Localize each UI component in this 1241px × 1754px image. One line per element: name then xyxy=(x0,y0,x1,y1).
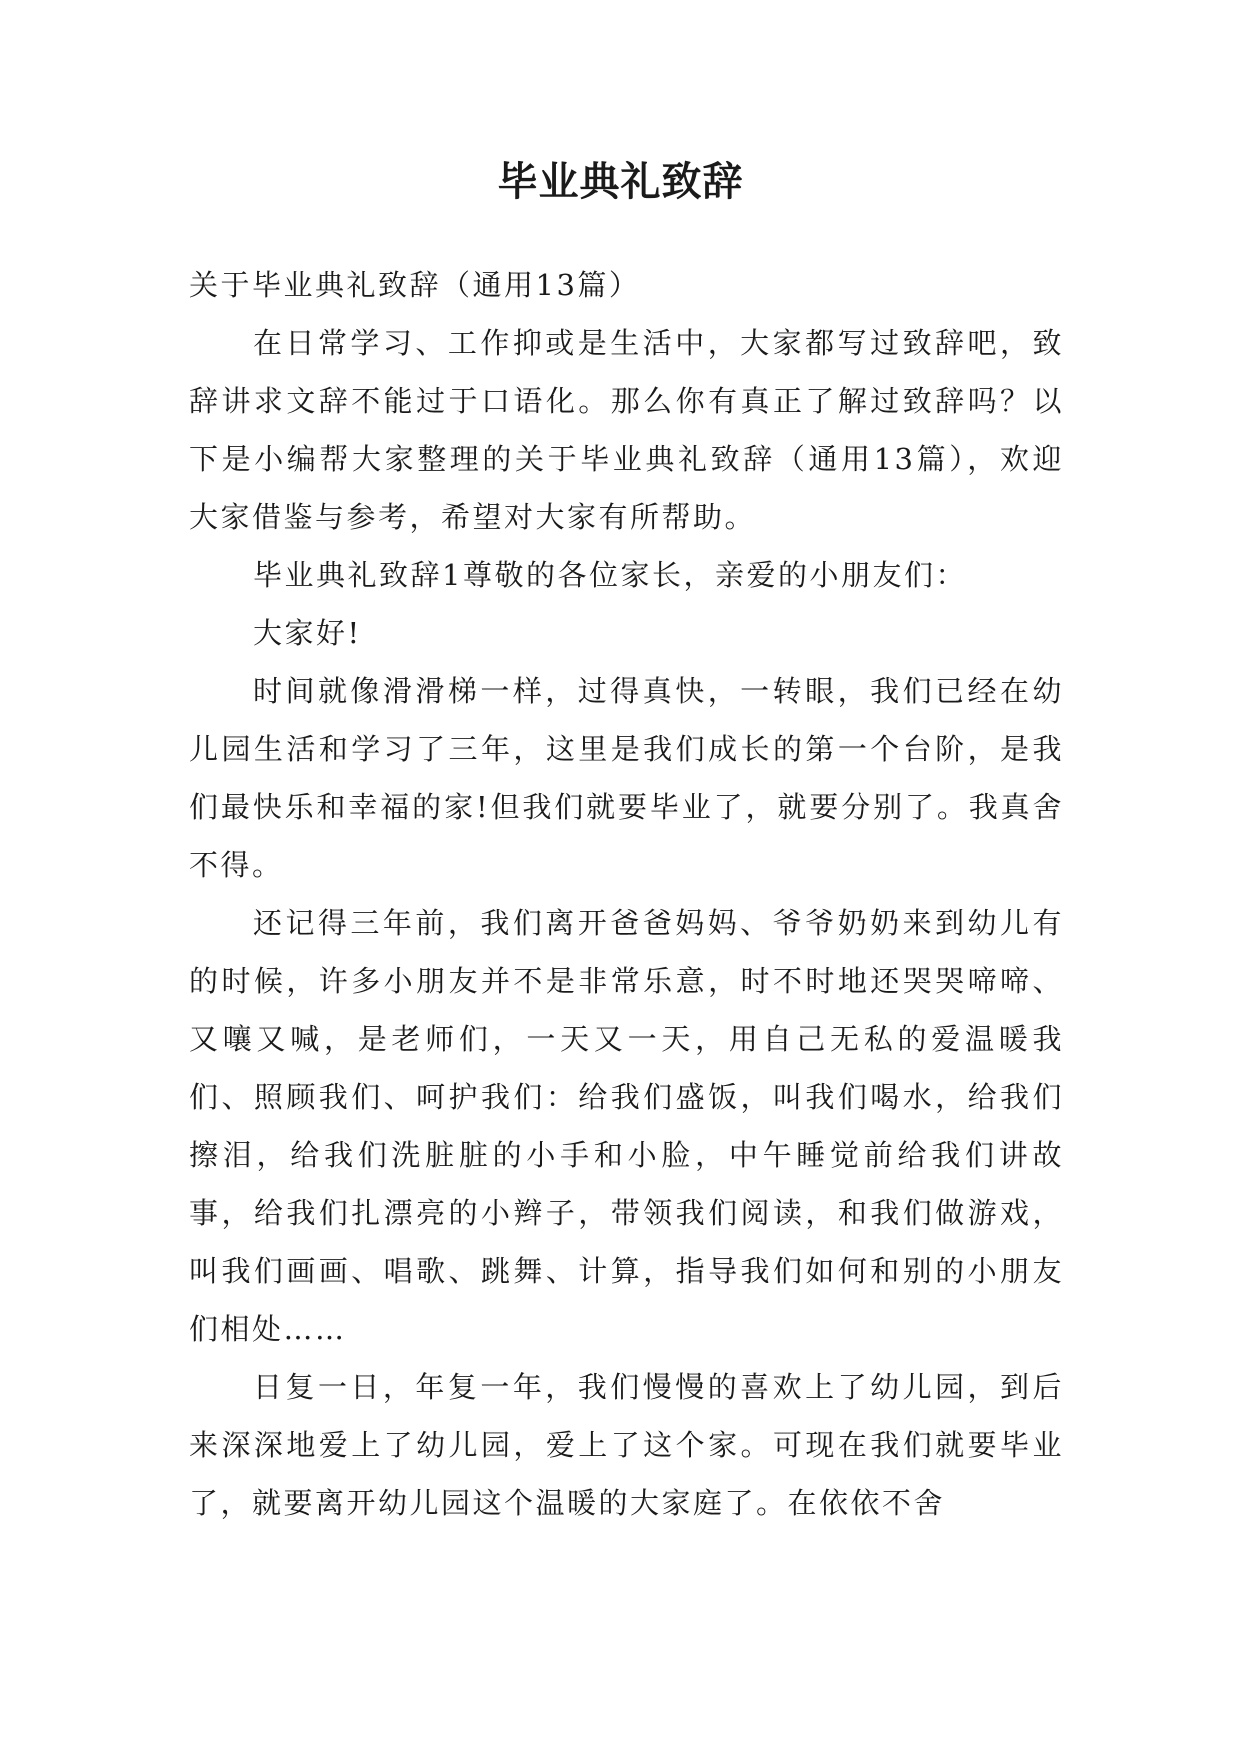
paragraph-body: 时间就像滑滑梯一样，过得真快，一转眼，我们已经在幼儿园生活和学习了三年，这里是我们成长的第一个台阶，是我们最快乐和幸福的家!但我们就要毕业了，就要分别了。我真舍不得。 xyxy=(189,674,1064,882)
paragraph-intro: 在日常学习、工作抑或是生活中，大家都写过致辞吧，致辞讲求文辞不能过于口语化。那么你有真正了解过致辞吗？以下是小编帮大家整理的关于毕业典礼致辞（通用13篇），欢迎大家借鉴与参考，希望对大家有所帮助。 xyxy=(189,326,1064,534)
document-body xyxy=(189,256,1064,1532)
paragraph-salutation: 毕业典礼致辞1尊敬的各位家长，亲爱的小朋友们： xyxy=(253,558,967,592)
paragraph-subtitle: 关于毕业典礼致辞（通用13篇） xyxy=(189,268,641,302)
paragraph-body: 还记得三年前，我们离开爸爸妈妈、爷爷奶奶来到幼儿有的时候，许多小朋友并不是非常乐意，时不时地还哭哭啼啼、又嚷又喊，是老师们，一天又一天，用自己无私的爱温暖我们、照顾我们、呵护我们：给我们盛饭，叫我们喝水，给我们擦泪，给我们洗脏脏的小手和小脸，中午睡觉前给我们讲故事，给我们扎漂亮的小辫子，带领我们阅读，和我们做游戏，叫我们画画、唱歌、跳舞、计算，指导我们如何和别的小朋友们相处…… xyxy=(189,906,1064,1346)
paragraph-body: 日复一日，年复一年，我们慢慢的喜欢上了幼儿园，到后来深深地爱上了幼儿园，爱上了这个家。可现在我们就要毕业了，就要离开幼儿园这个温暖的大家庭了。在依依不舍 xyxy=(189,1370,1064,1520)
document-title: 毕业典礼致辞 xyxy=(497,159,744,205)
paragraph-greeting: 大家好! xyxy=(253,616,362,650)
